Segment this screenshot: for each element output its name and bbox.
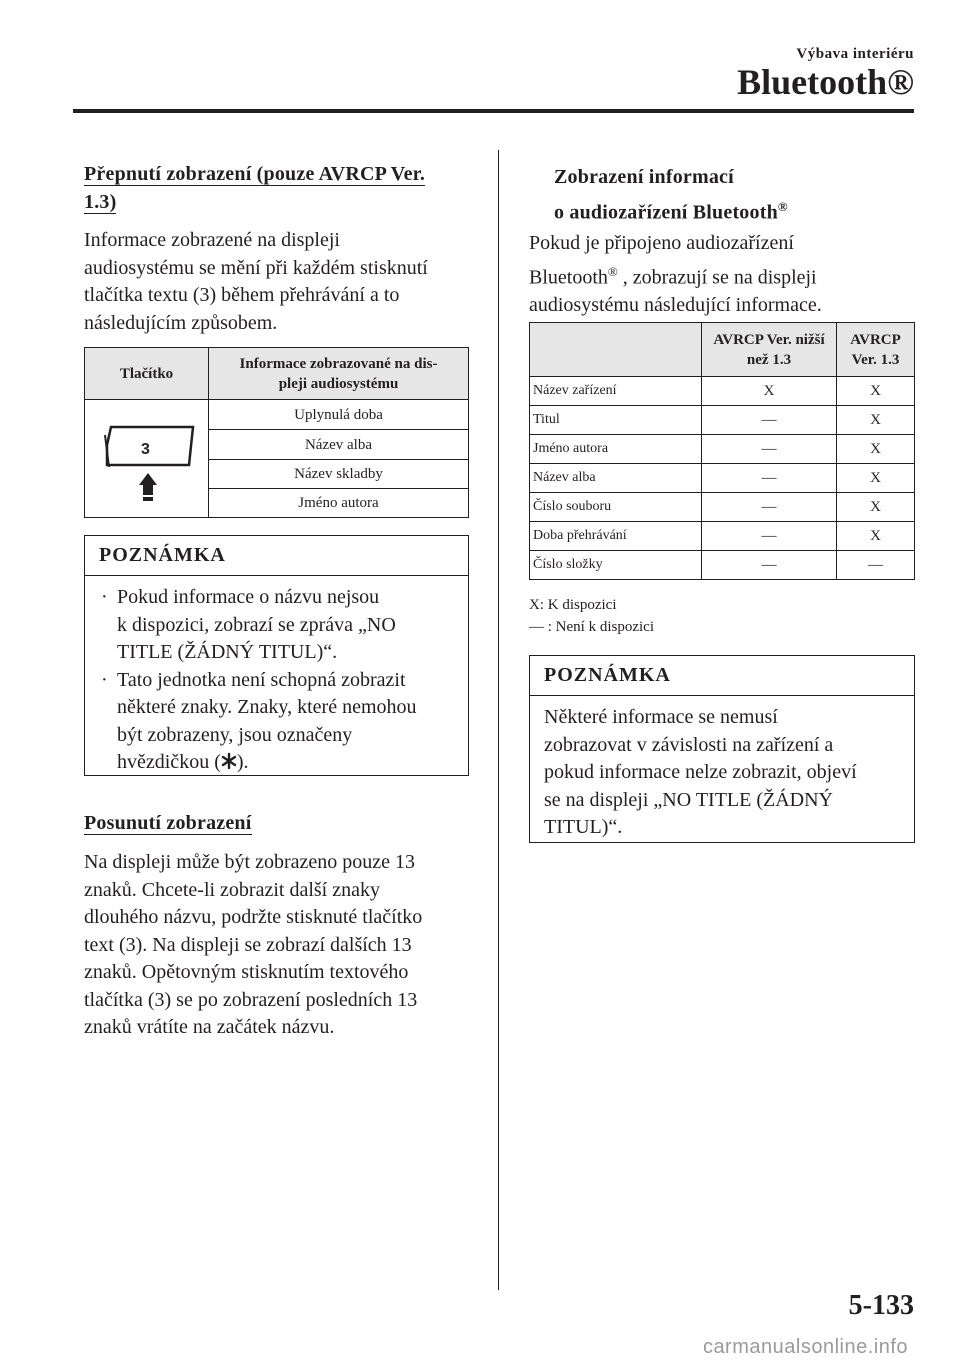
intro-line: následujícím způsobem.: [84, 311, 278, 334]
note-box-right: [529, 655, 915, 843]
bluetooth-word: Bluetooth: [529, 266, 608, 289]
cell-v13: X: [837, 406, 915, 435]
heading-audio-info-text: o audiozařízení Bluetooth: [554, 201, 778, 224]
table-row: [530, 464, 915, 493]
scroll-line: znaků vrátíte na začátek názvu.: [84, 1016, 335, 1038]
note-line: [117, 749, 456, 777]
table-row: [530, 377, 915, 406]
bullet-dot: ·: [101, 586, 108, 608]
button-cell: [85, 400, 209, 518]
col-header-info: [209, 348, 469, 400]
col-header-empty: [530, 323, 702, 377]
cell-v13: X: [837, 435, 915, 464]
cell-v13: —: [837, 551, 915, 580]
heading-scroll-display-text: Posunutí zobrazení: [84, 812, 252, 834]
note-line: Některé informace se nemusí: [544, 706, 778, 728]
table-header-row: [85, 348, 469, 400]
col-header-avrcp-lower-line2: než 1.3: [746, 351, 792, 368]
heading-audio-info: [554, 162, 914, 228]
cell-lower: —: [702, 551, 837, 580]
intro-line: tlačítka textu (3) během přehrávání a to: [84, 284, 400, 306]
section-label: Výbava interiéru: [796, 46, 914, 62]
intro-line: audiosystému se mění při každém stisknutí: [84, 256, 428, 279]
col-header-avrcp-lower-line1: AVRCP Ver. nižší: [713, 331, 825, 348]
audio-intro-line: [529, 258, 915, 292]
note-bullet: [99, 584, 456, 667]
avrcp-table: [529, 322, 915, 580]
cell-lower: —: [702, 493, 837, 522]
col-header-avrcp-13-line1: AVRCP: [850, 331, 901, 348]
audio-intro-line: Pokud je připojeno audiozařízení: [529, 232, 794, 254]
heading-audio-info-line1: Zobrazení informací: [554, 166, 734, 188]
note-line: Pokud informace o názvu nejsou: [117, 586, 380, 608]
scroll-line: Na displeji může být zobrazeno pouze 13: [84, 851, 415, 873]
info-cell: Uplynulá doba: [209, 400, 469, 430]
header-rule: [73, 109, 914, 113]
table-row: [85, 400, 469, 430]
cell-v13: X: [837, 522, 915, 551]
row-label: Doba přehrávání: [530, 522, 702, 551]
cell-lower: —: [702, 435, 837, 464]
page-number: 5-133: [848, 1290, 914, 1321]
heading-display-switch-line1: Přepnutí zobrazení (pouze AVRCP Ver.: [84, 163, 426, 185]
audio-intro-line: audiosystému následující informace.: [529, 293, 822, 316]
audio-intro-paragraph: [529, 230, 915, 319]
cell-v13: X: [837, 377, 915, 406]
watermark: carmanualsonline.info: [702, 1336, 908, 1358]
info-cell: Název alba: [209, 430, 469, 460]
display-info-table: [84, 347, 469, 518]
bullet-dot: ·: [101, 668, 108, 691]
legend-unavailable: — : Není k dispozici: [529, 619, 654, 635]
row-label: Název alba: [530, 464, 702, 493]
row-label: Jméno autora: [530, 435, 702, 464]
note-line: pokud informace nelze zobrazit, objeví: [544, 761, 857, 783]
scroll-line: text (3). Na displeji se zobrazí dalších 13: [84, 933, 412, 956]
note-line: TITUL)“.: [544, 816, 623, 838]
scroll-line: tlačítka (3) se po zobrazení posledních 13: [84, 988, 418, 1011]
table-legend: [529, 594, 654, 638]
intro-paragraph: [84, 227, 474, 337]
scroll-line: znaků. Chcete-li zobrazit další znaky: [84, 878, 380, 901]
cell-lower: —: [702, 464, 837, 493]
note-line: se na displeji „NO TITLE (ŽÁDNÝ: [544, 788, 834, 811]
row-label: Titul: [530, 406, 702, 435]
heading-scroll-display: [84, 809, 252, 837]
note-title: POZNÁMKA: [85, 536, 468, 576]
table-row: [530, 435, 915, 464]
col-header-info-line2: pleji audiosystému: [278, 375, 399, 392]
asterisk-suffix: ).: [236, 751, 249, 773]
table-row: [530, 493, 915, 522]
row-label: Číslo souboru: [530, 493, 702, 522]
scroll-line: znaků. Opětovným stisknutím textového: [84, 961, 409, 983]
cell-lower: —: [702, 406, 837, 435]
column-divider: [498, 150, 499, 1290]
cell-v13: X: [837, 493, 915, 522]
note-line: Tato jednotka není schopná zobrazit: [117, 668, 406, 691]
cell-v13: X: [837, 464, 915, 493]
scroll-paragraph: [84, 849, 479, 1042]
col-header-avrcp-lower: [702, 323, 837, 377]
note-body: [85, 576, 468, 785]
note-line: TITLE (ŽÁDNÝ TITUL)“.: [117, 641, 338, 663]
registered-mark: ®: [607, 263, 618, 279]
scroll-line: dlouhého názvu, podržte stisknuté tlačítko: [84, 906, 423, 928]
note-title: POZNÁMKA: [530, 656, 914, 696]
asterisk-prefix: hvězdičkou (: [117, 751, 221, 773]
note-line: některé znaky. Znaky, které nemohou: [117, 696, 417, 718]
heading-audio-info-line2: [554, 192, 914, 228]
table-row: [530, 551, 915, 580]
note-line: zobrazovat v závislosti na zařízení a: [544, 733, 834, 756]
heading-display-switch-line2: 1.3): [84, 191, 117, 213]
note-body: [530, 696, 914, 850]
text-button-3-icon: [97, 413, 197, 505]
col-header-avrcp-13-line2: Ver. 1.3: [851, 351, 900, 368]
table-row: [530, 406, 915, 435]
intro-line: Informace zobrazené na displeji: [84, 229, 340, 251]
note-line: být zobrazeny, jsou označeny: [117, 723, 353, 746]
row-label: Název zařízení: [530, 377, 702, 406]
heading-display-switch: [84, 160, 469, 216]
info-cell: Jméno autora: [209, 489, 469, 518]
info-cell: Název skladby: [209, 460, 469, 489]
table-row: [530, 522, 915, 551]
table-header-row: [530, 323, 915, 377]
page-title: Bluetooth®: [737, 62, 914, 102]
audio-intro-rest: , zobrazují se na displeji: [617, 266, 817, 289]
row-label: Číslo složky: [530, 551, 702, 580]
note-line: k dispozici, zobrazí se zpráva „NO: [117, 613, 396, 636]
col-header-info-line1: Informace zobrazované na dis-: [239, 355, 438, 372]
button-number-label: 3: [140, 440, 150, 458]
cell-lower: X: [702, 377, 837, 406]
registered-mark: ®: [777, 199, 788, 214]
note-bullet: [99, 667, 456, 777]
cell-lower: —: [702, 522, 837, 551]
asterisk-icon: [221, 752, 237, 770]
col-header-button: Tlačítko: [85, 348, 209, 400]
legend-available: X: K dispozici: [529, 597, 617, 613]
col-header-avrcp-13: [837, 323, 915, 377]
note-box-left: [84, 535, 469, 776]
